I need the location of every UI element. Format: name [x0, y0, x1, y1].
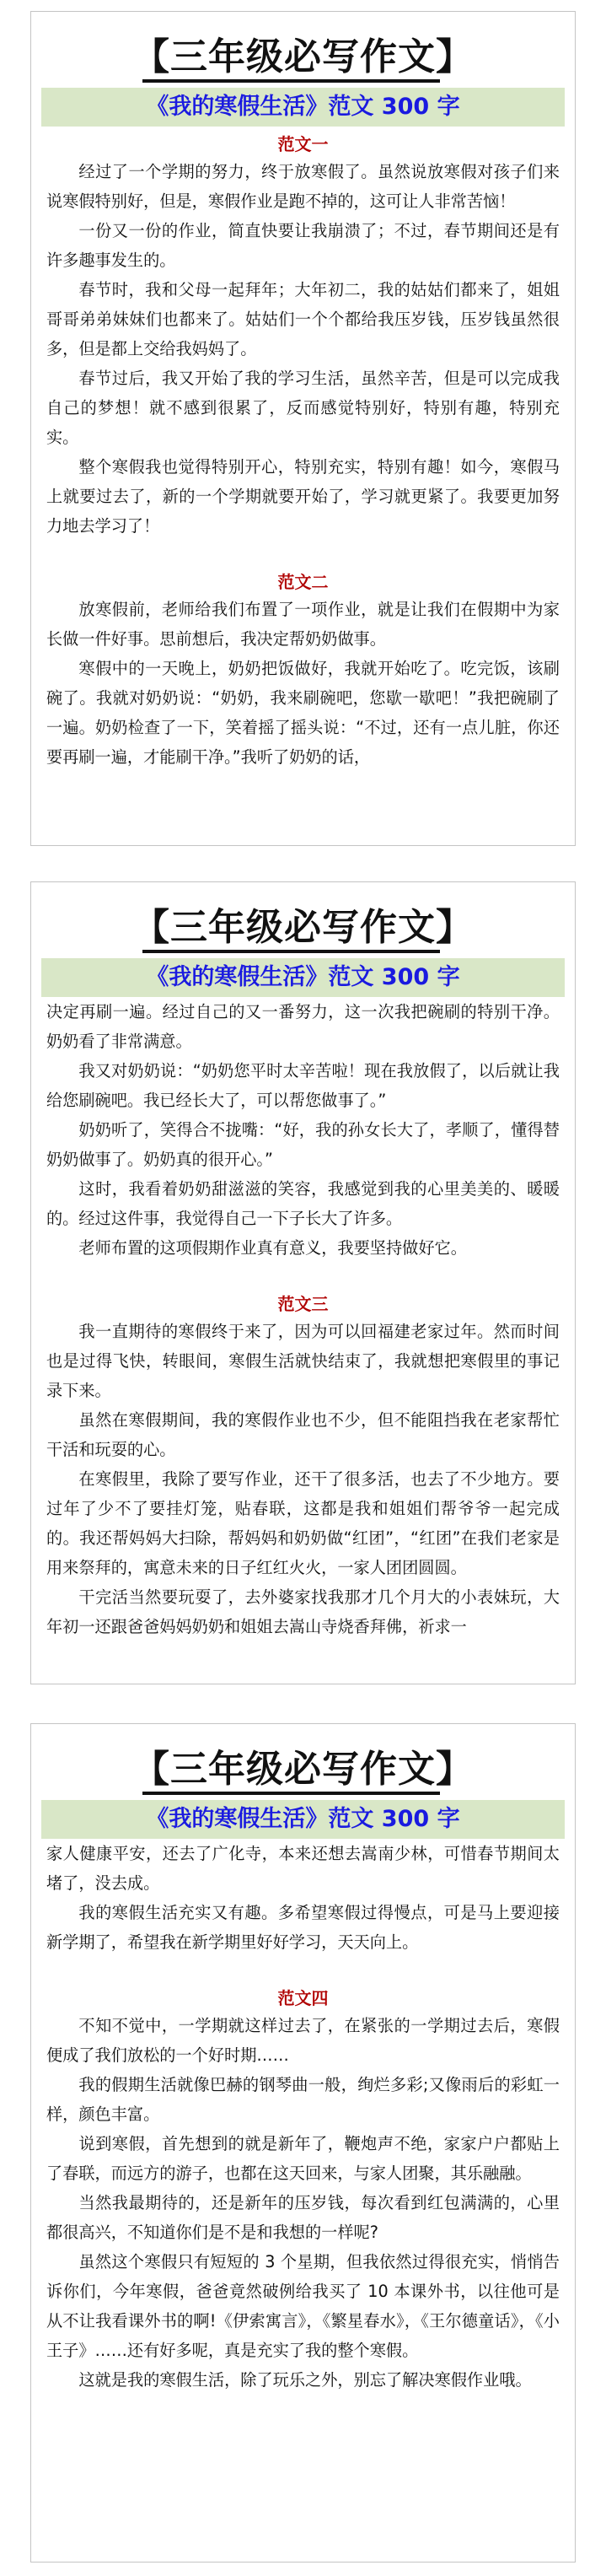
- document-page-3: [30, 1723, 576, 2563]
- paragraph: 春节过后，我又开始了我的学习生活，虽然辛苦，但是可以完成我自己的梦想！就不感到很累了，反而感觉特别好，特别有趣，特别充实。: [46, 369, 560, 447]
- paragraph: 奶奶听了，笑得合不拢嘴：“好，我的孙女长大了，孝顺了，懂得替奶奶做事了。奶奶真的很开心。”: [46, 1120, 560, 1169]
- paragraph: 我又对奶奶说：“奶奶您平时太辛苦啦！现在我放假了，以后就让我给您刷碗吧。我已经长大了，可以帮您做事了。”: [46, 1061, 560, 1110]
- paragraph: 这就是我的寒假生活，除了玩乐之外，别忘了解决寒假作业哦。: [78, 2370, 532, 2390]
- paragraph: 家人健康平安，还去了广化寺，本来还想去嵩南少林，可惜春节期间太堵了，没去成。: [46, 1844, 560, 1893]
- paragraph: 虽然这个寒假只有短短的 3 个星期，但我依然过得很充实，悄悄告诉你们，今年寒假，爸爸竟然破例给我买了 10 本课外书，以往他可是从不让我看课外书的啊!《伊索寓言》，《繁星春水》，《王尔德童话》，《小王子》……还有好多呢，真是充实了我的整个寒假。: [46, 2252, 560, 2360]
- paragraph: 我的寒假生活充实又有趣。多希望寒假过得慢点，可是马上要迎接新学期了，希望我在新学期里好好学习，天天向上。: [46, 1903, 560, 1952]
- paragraph: 不知不觉中，一学期就这样过去了，在紧张的一学期过去后，寒假便成了我们放松的一个好时期……: [46, 2016, 560, 2065]
- page-subtitle: 《我的寒假生活》范文 300 字: [41, 88, 565, 127]
- paragraph: 这时，我看着奶奶甜滋滋的笑容，我感觉到我的心里美美的、暖暖的。经过这件事，我觉得自己一下子长大了许多。: [46, 1179, 560, 1228]
- page-subtitle: 《我的寒假生活》范文 300 字: [41, 1800, 565, 1839]
- page-title: 【三年级必写作文】: [132, 906, 474, 949]
- paragraph: 整个寒假我也觉得特别开心，特别充实，特别有趣！如今，寒假马上就要过去了，新的一个学期就要开始了，学习就更紧了。我要更加努力地去学习了！: [46, 457, 560, 536]
- paragraph: 在寒假里，我除了要写作业，还干了很多活，也去了不少地方。要过年了少不了要挂灯笼，贴春联，这都是我和姐姐们帮爷爷一起完成的。我还帮妈妈大扫除，帮妈妈和奶奶做“红团”，“红团”在我们老家是用来祭拜的，寓意未来的日子红红火火，一家人团团圆圆。: [46, 1469, 560, 1577]
- paragraph: 虽然在寒假期间，我的寒假作业也不少，但不能阻挡我在老家帮忙干活和玩耍的心。: [46, 1410, 560, 1459]
- document-page-1: [30, 11, 576, 846]
- page-content: [31, 127, 575, 772]
- page-title: 【三年级必写作文】: [132, 35, 474, 78]
- paragraph: 一份又一份的作业，简直快要让我崩溃了；不过，春节期间还是有许多趣事发生的。: [46, 221, 560, 270]
- title-underline: [142, 950, 440, 953]
- paragraph: 说到寒假，首先想到的就是新年了，鞭炮声不绝，家家户户都贴上了春联，而远方的游子，也都在这天回来，与家人团聚，其乐融融。: [46, 2134, 560, 2183]
- section-title-2: 范文二: [277, 572, 329, 592]
- page-subtitle: 《我的寒假生活》范文 300 字: [41, 958, 565, 997]
- paragraph: 干完活当然要玩耍了，去外婆家找我那才几个月大的小表妹玩，大年初一还跟爸爸妈妈奶奶和姐姐去嵩山寺烧香拜佛，祈求一: [46, 1587, 560, 1636]
- section-title-1: 范文一: [277, 134, 329, 154]
- paragraph: 经过了一个学期的努力，终于放寒假了。虽然说放寒假对孩子们来说寒假特别好，但是，寒假作业是跑不掉的，这可让人非常苦恼！: [46, 162, 560, 211]
- paragraph: 放寒假前，老师给我们布置了一项作业，就是让我们在假期中为家长做一件好事。思前想后，我决定帮奶奶做事。: [46, 600, 560, 649]
- section-title-3: 范文三: [277, 1294, 329, 1314]
- paragraph: 我一直期待的寒假终于来了，因为可以回福建老家过年。然而时间也是过得飞快，转眼间，寒假生活就快结束了，我就想把寒假里的事记录下来。: [46, 1322, 560, 1400]
- page-title: 【三年级必写作文】: [132, 1748, 474, 1791]
- paragraph: 老师布置的这项假期作业真有意义，我要坚持做好它。: [78, 1238, 467, 1258]
- page-content: [31, 997, 575, 1641]
- section-title-4: 范文四: [277, 1988, 329, 2008]
- title-underline: [142, 1792, 440, 1795]
- paragraph: 当然我最期待的，还是新年的压岁钱，每次看到红包满满的，心里都很高兴，不知道你们是不是和我想的一样呢?: [46, 2193, 560, 2242]
- paragraph: 我的假期生活就像巴赫的钢琴曲一般，绚烂多彩;又像雨后的彩虹一样，颜色丰富。: [46, 2075, 560, 2124]
- document-page-2: [30, 881, 576, 1684]
- paragraph: 寒假中的一天晚上，奶奶把饭做好，我就开始吃了。吃完饭，该刷碗了。我就对奶奶说：“奶奶，我来刷碗吧，您歇一歇吧！”我把碗刷了一遍。奶奶检查了一下，笑着摇了摇头说：“不过，还有一点儿脏，你还要再刷一遍，才能刷干净。”我听了奶奶的话，: [46, 659, 560, 767]
- page-content: [31, 1839, 575, 2395]
- paragraph: 决定再刷一遍。经过自己的又一番努力，这一次我把碗刷的特别干净。奶奶看了非常满意。: [46, 1002, 560, 1051]
- paragraph: 春节时，我和父母一起拜年；大年初二，我的姑姑们都来了，姐姐哥哥弟弟妹妹们也都来了。姑姑们一个个都给我压岁钱，压岁钱虽然很多，但是都上交给我妈妈了。: [46, 280, 560, 358]
- title-underline: [142, 79, 440, 83]
